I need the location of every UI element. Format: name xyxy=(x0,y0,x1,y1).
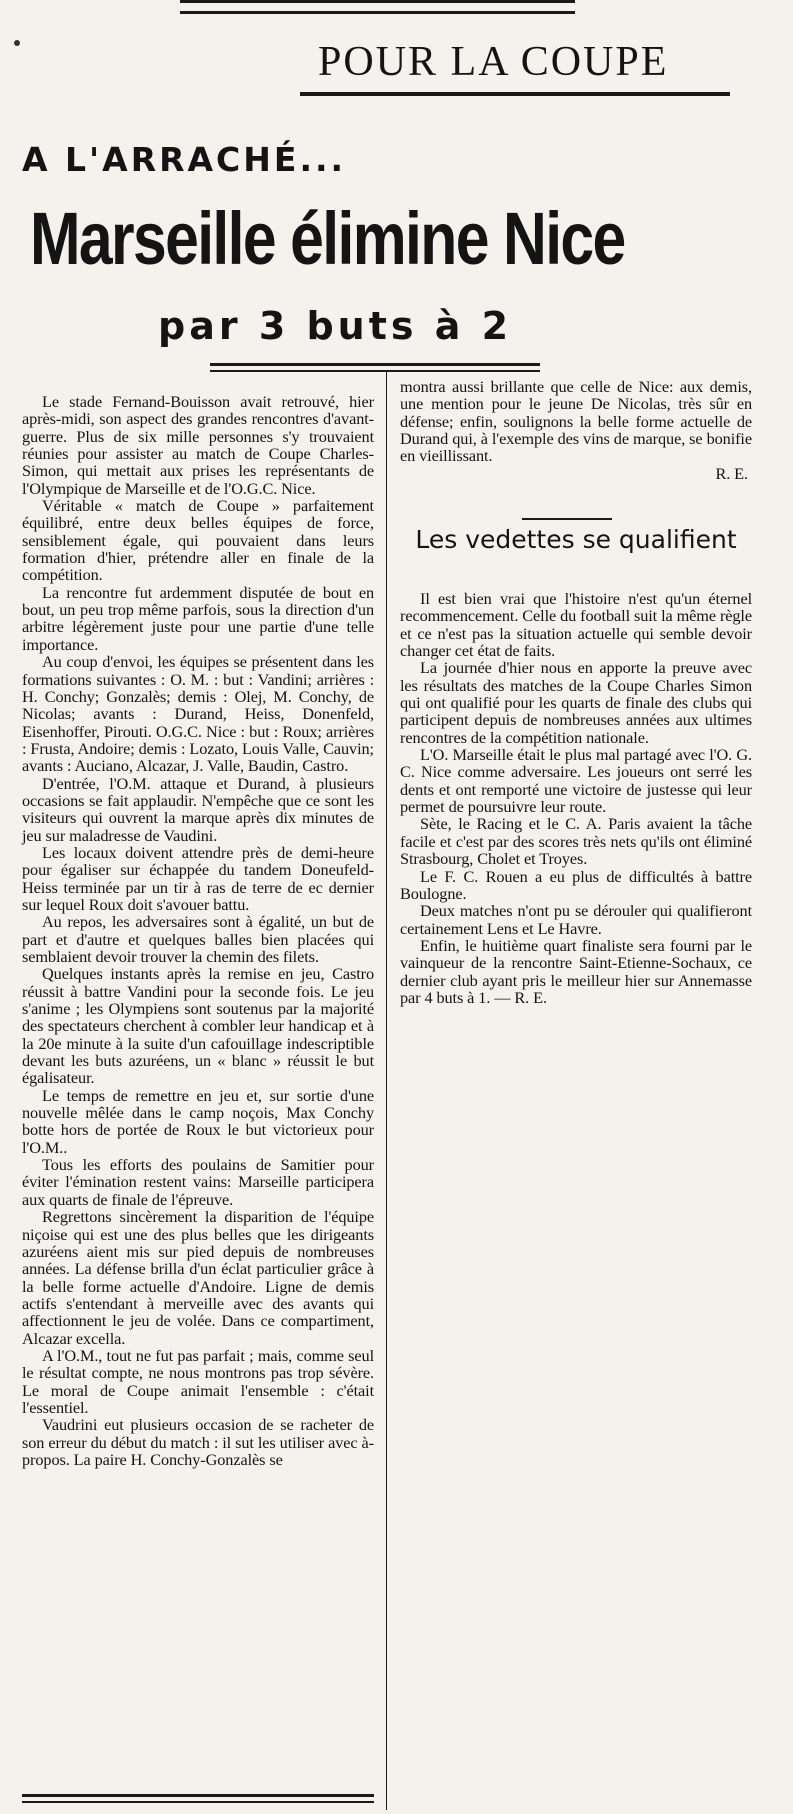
secondary-headline: Les vedettes se qualifient xyxy=(415,525,737,554)
paragraph: La rencontre fut ardemment disputée de bout en bout, un peu trop même parfois, sous la direction d'un arbitre légèrement juste pour une partie d'une telle importance. xyxy=(22,582,374,654)
section-title: POUR LA COUPE xyxy=(318,39,669,85)
separator-rule xyxy=(522,518,612,520)
headline-rule xyxy=(210,363,540,366)
column-divider xyxy=(386,370,387,1810)
paragraph: Le stade Fernand-Bouisson avait retrouvé, hier après-midi, son aspect des grandes rencontres d'avant-guerre. Plus de six mille personnes s'y trouvaient réunies pour assister au match de Coupe Charles-Simon, qui mettait aux prises les représentants de l'Olympique de Marseille et de l'O.G.C. Nice. xyxy=(22,392,374,498)
paragraph: L'O. Marseille était le plus mal partagé avec l'O. G. C. Nice comme adversaire. Les joueurs ont serré les dents et ont remporté une victoire de justesse qui leur permet de poursuivre leur route. xyxy=(400,745,752,817)
bottom-rule xyxy=(22,1794,374,1797)
paragraph: Sète, le Racing et le C. A. Paris avaient la tâche facile et c'est par des scores très nets qu'ils ont éliminé Strasbourg, Cholet et Troyes. xyxy=(400,814,752,869)
paragraph: Quelques instants après la remise en jeu, Castro réussit à battre Vandini pour la seconde fois. Le jeu s'anime ; les Olympiens sont soutenus par la majorité des spectateurs cherchent à combler leur handicap et à la 20e minute à la suite d'un cafouillage indescriptible devant les buts azuréens, un « blanc » réussit le but égalisateur. xyxy=(22,964,374,1088)
paragraph: Il est bien vrai que l'histoire n'est qu'un éternel recommencement. Celle du football suit la même règle et ce n'est pas la situation actuelle qui semble devoir changer cet état de faits. xyxy=(400,589,752,661)
byline: R. E. xyxy=(715,463,748,483)
bottom-rule-thin xyxy=(22,1801,374,1803)
headline: Marseille élimine Nice xyxy=(30,197,625,280)
paragraph: Enfin, le huitième quart finaliste sera fourni par le vainqueur de la rencontre Saint-Etienne-Sochaux, ce dernier club ayant pris le meilleur hier sur Annemasse par 4 buts à 1. — R. E. xyxy=(400,935,752,1007)
top-double-rule xyxy=(180,0,575,14)
paragraph: Tous les efforts des poulains de Samitier pour éviter l'émination restent vains: Marseille participera aux quarts de finale de l'épreuve. xyxy=(22,1155,374,1209)
paragraph: Vaudrini eut plusieurs occasion de se racheter de son erreur du début du match : il sut les utiliser avec à-propos. La paire H. Conchy-Gonzalès se xyxy=(22,1415,374,1469)
paragraph: Le F. C. Rouen a eu plus de difficultés à battre Boulogne. xyxy=(400,866,752,903)
headline-rule-thin xyxy=(210,370,540,372)
over-title: A L'ARRACHÉ... xyxy=(22,140,347,179)
right-column-continuation xyxy=(400,378,752,482)
print-speck xyxy=(14,40,20,46)
paragraph: Véritable « match de Coupe » parfaitement équilibré, entre deux belles équipes de force, sensiblement égale, qui pouvaient dans leurs formation d'hier, prétendre aller en finale de la compétition. xyxy=(22,496,374,585)
paragraph: Regrettons sincèrement la disparition de l'équipe niçoise qui est une des plus belles que les dirigeants azuréens aient mis sur pied depuis de nombreuses années. La défense brilla d'un éclat particulier grâce à la belle forme actuelle d'Andoire. Ligne de demis actifs s'entendant à merveille avec des avants qui affectionnent le jeu de volée. Dans ce compartiment, Alcazar excella. xyxy=(22,1207,374,1348)
paragraph: montra aussi brillante que celle de Nice: aux demis, une mention pour le jeune De Nicolas, très sûr en défense; enfin, soulignons la belle forme actuelle de Durand qui, à l'exemple des vins de marque, se bonifie en vieillissant. xyxy=(400,377,752,466)
paragraph: Le temps de remettre en jeu et, sur sortie d'une nouvelle mêlée dans le camp noçois, Max Conchy botte hors de portée de Roux le but victorieux pour l'O.M.. xyxy=(22,1085,374,1157)
paragraph: Deux matches n'ont pu se dérouler qui qualifieront certainement Lens et Le Havre. xyxy=(400,901,752,938)
paragraph: Les locaux doivent attendre près de demi-heure pour égaliser sur échappée du tandem Doneufeld-Heiss terminée par un tir à ras de terre de ec dernier sur lequel Roux doit s'avouer battu. xyxy=(22,842,374,914)
paragraph: Au repos, les adversaires sont à égalité, un but de part et d'autre et quelques balles bien placées qui semblaient devoir trouver la chemin des filets. xyxy=(22,912,374,966)
paragraph: D'entrée, l'O.M. attaque et Durand, à plusieurs occasions se fait applaudir. N'empêche que ce sont les visiteurs qui ouvrent la marque après dix minutes de jeu sur maladresse de Vaudini. xyxy=(22,773,374,845)
left-column xyxy=(22,393,374,1468)
paragraph: A l'O.M., tout ne fut pas parfait ; mais, comme seul le résultat compte, ne nous montrons pas trop sévère. Le moral de Coupe animait l'ensemble : c'était l'essentiel. xyxy=(22,1345,374,1417)
subhead: par 3 buts à 2 xyxy=(158,304,513,348)
paragraph: La journée d'hier nous en apporte la preuve avec les résultats des matches de la Coupe Charles Simon qui ont qualifié pour les quarts de finale des clubs qui participent depuis de nombreuses années aux ultimes rencontres de la compétition nationale. xyxy=(400,658,752,747)
section-rule xyxy=(300,92,730,96)
right-column xyxy=(400,590,752,1006)
paragraph: Au coup d'envoi, les équipes se présentent dans les formations suivantes : O. M. : but : Vandini; arrières : H. Conchy; Gonzalès; demis : Olej, M. Conchy, de Nicolas; avants : Durand, Heiss, Donenfeld, Eisenhoffer, Pirouti. O.G.C. Nice : but : Roux; arrières : Frusta, Andoire; demis : Lozato, Louis Valle, Cauvin; avants : Auciano, Alcazar, J. Valle, Baudin, Castro. xyxy=(22,652,374,776)
